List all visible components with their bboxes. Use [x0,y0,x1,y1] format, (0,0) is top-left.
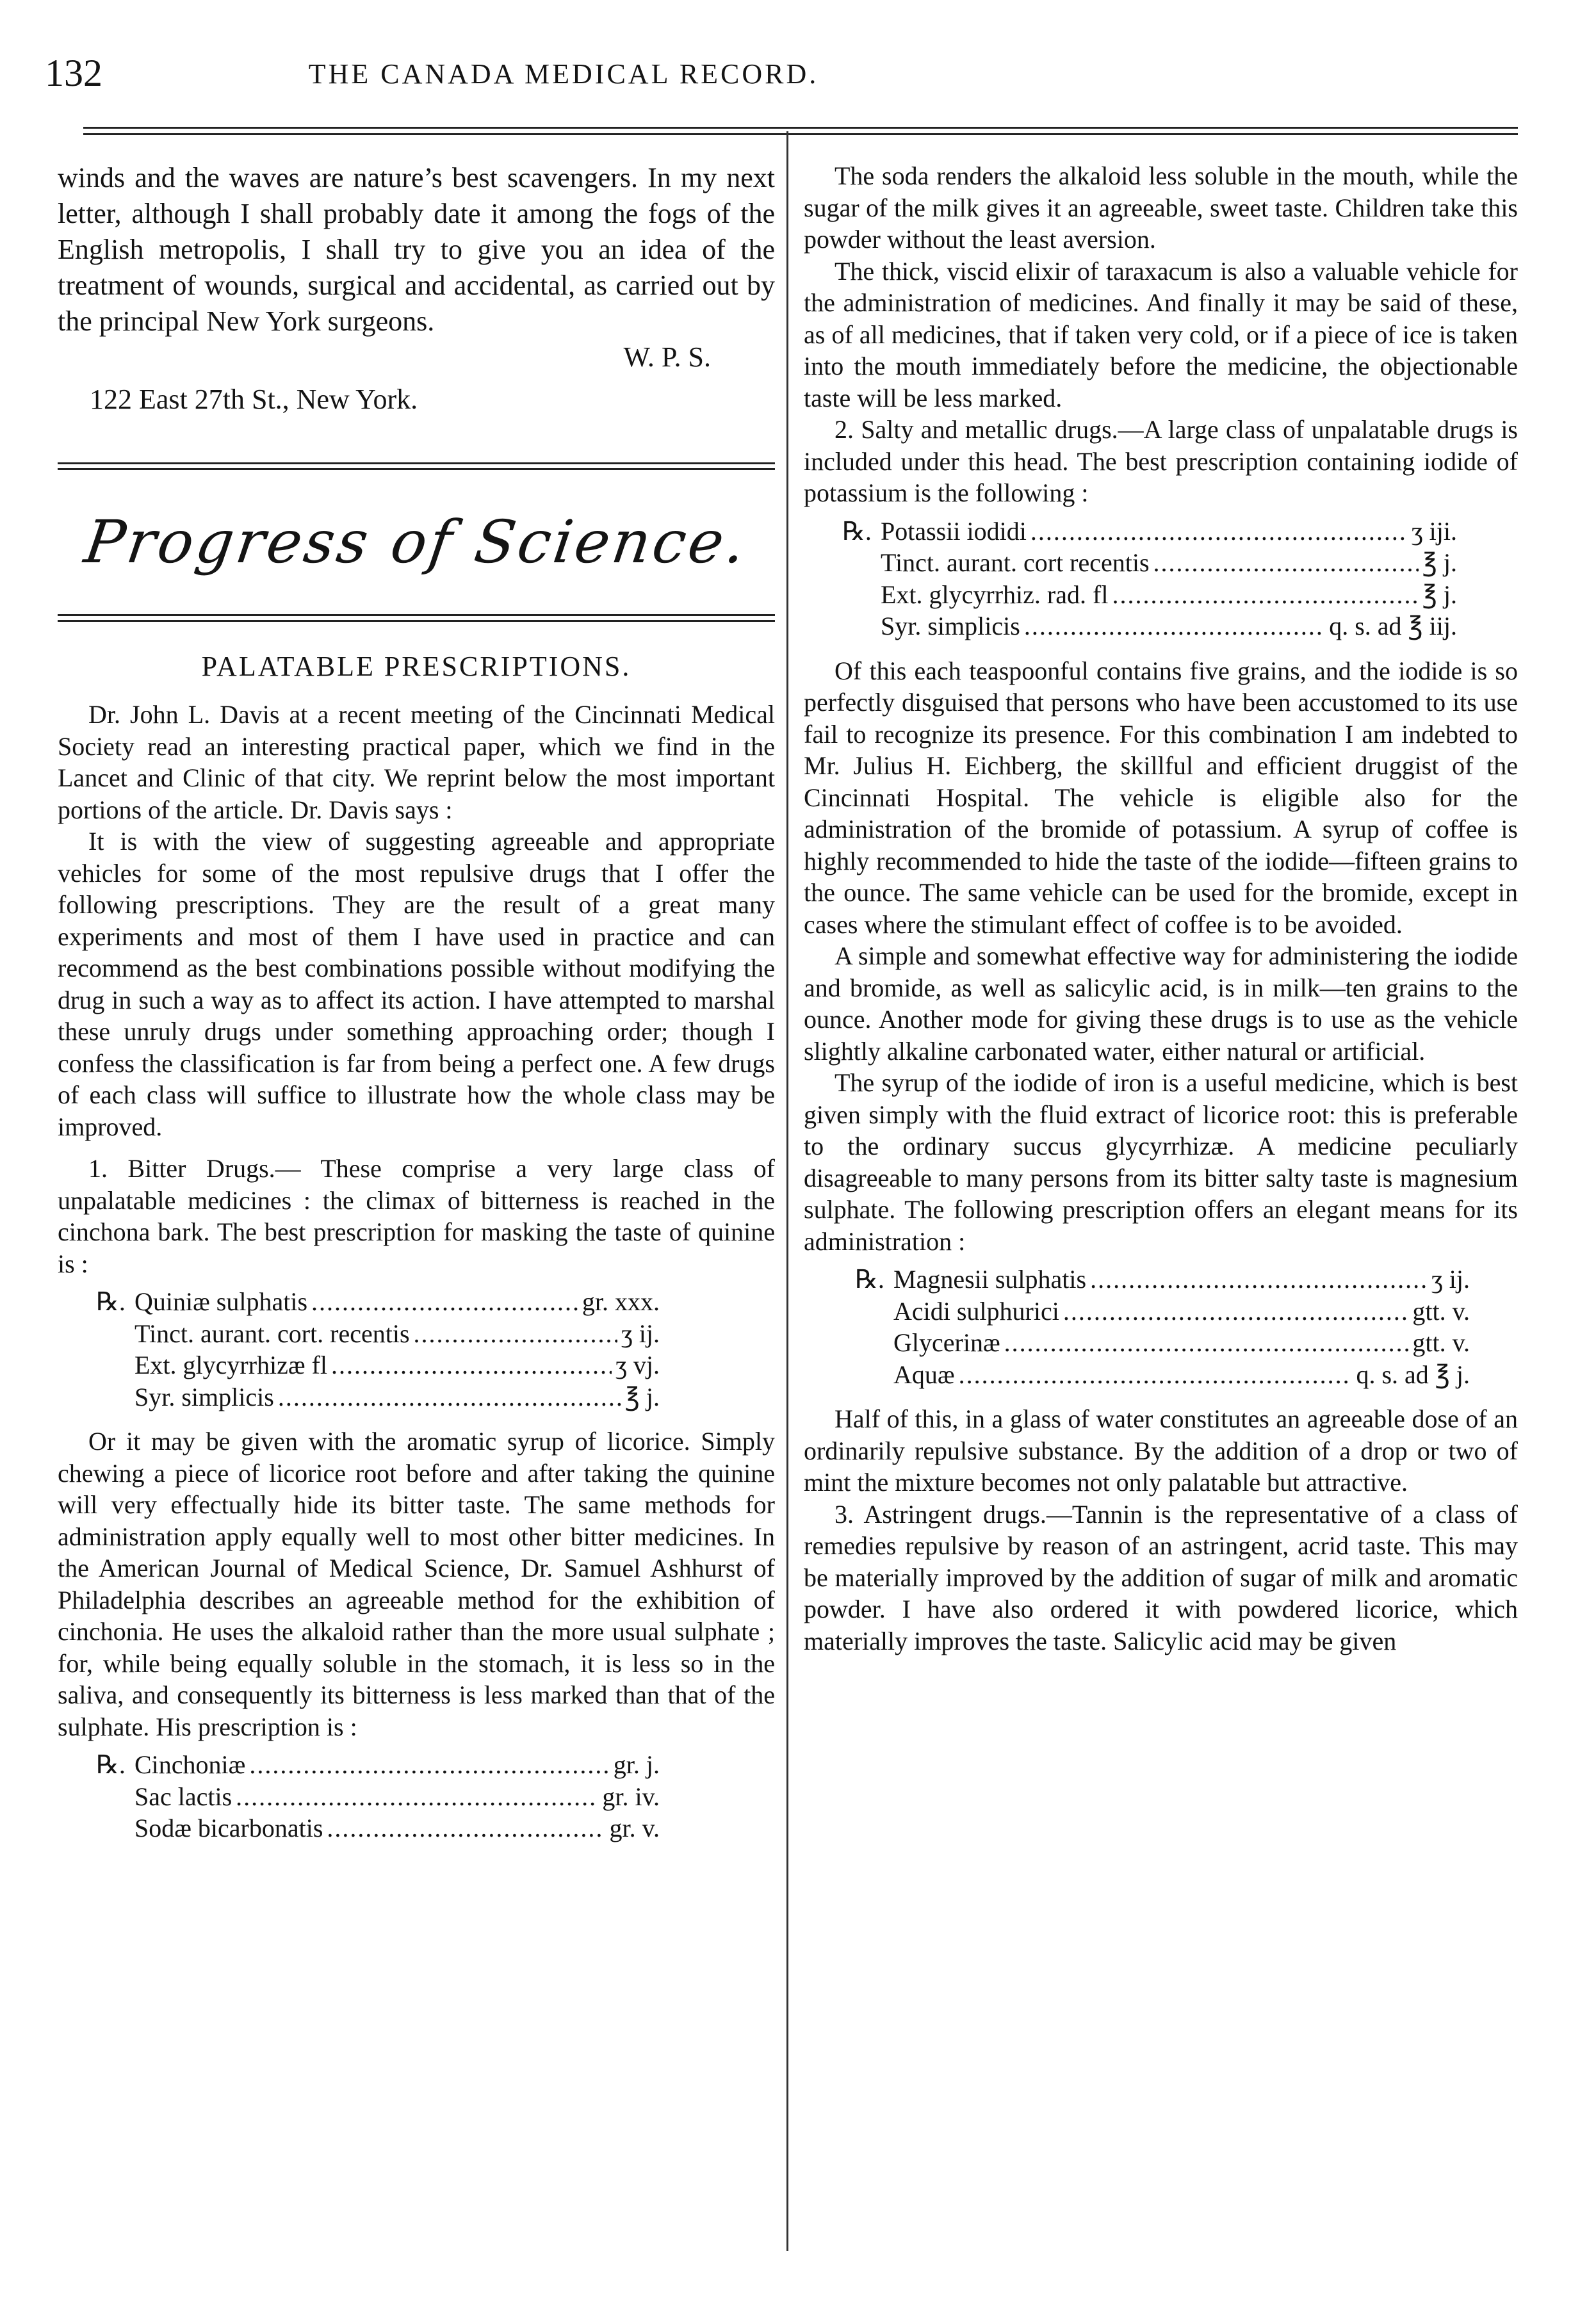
dose: gtt. v. [1412,1296,1470,1326]
recipe-symbol: ℞. [96,1287,126,1316]
address-line: 122 East 27th St., New York. [90,384,418,415]
paragraph: Of this each teaspoonful contains five grains, and the iodide is so perfectly disguised that persons who have been accustomed to its use fail to recognize its presence. For this combination I am indebted to Mr. Julius H. Eichberg, the skillful and efficient druggist of the Cincinnati Hospital. The vehicle is eligible also for the administration of the bromide of potassium. A syrup of coffee is highly recommended to hide the taste of the iodide—fifteen grains to the ounce. The same vehicle can be used for the bromide, except in cases where the stimulant effect of coffee is to be avoided. [804,656,1518,939]
paragraph: 1. Bitter Drugs.— These comprise a very large class of unpalatable medicines : the climax of bitterness is reached in the cinchona bark. The best prescription for masking the taste of quinine is : [58,1154,775,1278]
dose: ℥ j. [624,1382,660,1411]
prescription-line [96,1812,660,1844]
dose: ʒ ij. [621,1319,660,1348]
prescription-line [842,579,1457,611]
prescription-line [855,1327,1470,1359]
ingredient: Acidi sulphurici [893,1296,1059,1326]
prescription-quinine [58,1286,660,1413]
paragraph: 3. Astringent drugs.—Tannin is the representative of a class of remedies repulsive by reason of an astringent, acrid taste. This may be materially improved by the addition of sugar of milk and aromatic powder. I have also ordered it with powdered licorice, which materially improves the taste. Salicylic acid may be given [804,1499,1518,1655]
prescription-line [842,610,1457,642]
ingredient: Tinct. aurant. cort. recentis [134,1319,410,1348]
paragraph: Or it may be given with the aromatic syrup of licorice. Simply chewing a piece of licorice root before and after taking the quinine will very effectually hide its bitter taste. The same methods for administration apply equally well to most other bitter medicines. In the American Journal of Medical Science, Dr. Samuel Ashhurst of Philadelphia describes an agreeable method for the exhibition of cinchonia. He uses the alkaloid rather than the more usual sulphate ; for, while being equally soluble in the stomach, it is less so in the saliva, and consequently its bitterness is less marked than that of the sulphate. His prescription is : [58,1427,775,1741]
paragraph: The syrup of the iodide of iron is a useful medicine, which is best given simply with the fluid extract of licorice root: this is preferable to the ordinary succus glycyrrhizæ. A medicine peculiarly disagreeable to many persons from its bitter salty taste is magnesium sulphate. The following prescription offers an elegant means for its administration : [804,1068,1518,1256]
leader-dots [1090,1264,1428,1296]
prescription-cinchonia [58,1749,660,1844]
ingredient: Sac lactis [134,1782,232,1811]
paragraph: It is with the view of suggesting agreeable and appropriate vehicles for some of the most repulsive drugs that I offer the following prescriptions. They are the result of a great many experiments and most of them I have used in practice and can recommend as the best combinations possible without modifying the drug in such a way as to affect its action. I have attempted to marshal these unruly drugs under something approaching order; though I confess the classification is far from being a perfect one. A few drugs of each class will suffice to illustrate how the whole class may be improved. [58,827,775,1141]
paragraph: The soda renders the alkaloid less soluble in the mouth, while the sugar of the milk gives it an agreeable, sweet taste. Children take this powder without the least aversion. [804,161,1518,254]
leader-dots [311,1286,578,1318]
leader-dots [414,1318,618,1350]
signature: W. P. S. [623,341,711,373]
ingredient: Cinchoniæ [134,1750,246,1779]
dose: ʒ ij. [1431,1265,1470,1294]
paragraph: A simple and somewhat effective way for administering the iodide and bromide, as well as salicylic acid, is in milk—ten grains to the ounce. Another mode for giving these drugs is to use as the vehicle slightly alkaline carbonated water, either natural or artificial. [804,941,1518,1066]
section-heading: Progress of Science. [80,508,753,576]
ingredient: Ext. glycyrrhiz. rad. fl [881,580,1109,609]
recipe-symbol: ℞. [96,1750,126,1779]
leader-dots [236,1781,598,1813]
section-heading-box [58,470,775,614]
leader-dots [1153,547,1419,579]
ingredient: Tinct. aurant. cort recentis [881,548,1150,577]
recipe-symbol: ℞. [842,516,872,546]
ingredient: Magnesii sulphatis [893,1265,1087,1294]
leader-dots [278,1381,621,1413]
ingredient: Ext. glycyrrhizæ fl [134,1351,328,1379]
leader-dots [1030,516,1408,548]
prescription-line [96,1749,660,1781]
ingredient: Aquæ [893,1360,955,1389]
prescription-line [842,547,1457,579]
page-number: 132 [45,52,102,94]
section-rule-top [58,462,775,470]
prescription-line [855,1296,1470,1328]
dose: ʒ vj. [615,1351,660,1379]
prescription-magnesium [804,1264,1470,1390]
right-column [804,160,1518,1657]
column-divider [786,131,788,2251]
leader-dots [327,1812,605,1844]
dose: gr. j. [613,1750,660,1779]
carryover-paragraph: winds and the waves are nature’s best scavengers. In my next letter, although I shall probably date it among the fogs of the English metropolis, I shall try to give you an idea of the treatment of wounds, surgical and accidental, as carried out by the principal New York surgeons. [58,162,775,337]
leader-dots [249,1749,609,1781]
ingredient: Potassii iodidi [881,516,1027,546]
leader-dots [1112,579,1418,611]
dose: q. s. ad ℥ iij. [1329,612,1457,640]
leader-dots [959,1359,1353,1391]
ingredient: Syr. simplicis [881,612,1020,640]
dose: gtt. v. [1412,1328,1470,1357]
paragraph: 2. Salty and metallic drugs.—A large class of unpalatable drugs is included under this head. The best prescription containing iodide of potassium is the following : [804,415,1518,507]
section-rule-bottom [58,614,775,622]
dose: q. s. ad ℥ j. [1356,1360,1470,1389]
prescription-line [855,1264,1470,1296]
prescription-line [96,1318,660,1350]
dose: gr. xxx. [582,1287,660,1316]
dose: gr. iv. [602,1782,660,1811]
paragraph: The thick, viscid elixir of taraxacum is also a valuable vehicle for the administration of medicines. And finally it may be said of these, as of all medicines, that if taken very cold, or if a piece of ice is taken into the mouth immediately before the medicine, the objectionable taste will be less marked. [804,256,1518,412]
ingredient: Glycerinæ [893,1328,1000,1357]
page-header [45,51,1518,109]
header-rule-bottom [83,133,1518,135]
intro-paragraph: Dr. John L. Davis at a recent meeting of the Cincinnati Medical Society read an interesting practical paper, which we find in the Lancet and Clinic of that city. We reprint below the most important portions of the article. Dr. Davis says : [58,700,775,824]
prescription-iodide [804,516,1457,642]
prescription-line [855,1359,1470,1391]
leader-dots [1063,1296,1409,1328]
dose: ℥ j. [1422,580,1457,609]
ingredient: Quiniæ sulphatis [134,1287,308,1316]
recipe-symbol: ℞. [855,1265,884,1294]
article-title: PALATABLE PRESCRIPTIONS. [201,651,631,682]
prescription-line [96,1349,660,1381]
dose: gr. v. [609,1814,660,1842]
prescription-line [96,1781,660,1813]
paragraph: Half of this, in a glass of water constitutes an agreeable dose of an ordinarily repulsive substance. By the addition of a drop or two of mint the mixture becomes not only palatable but attractive. [804,1404,1518,1497]
ingredient: Sodæ bicarbonatis [134,1814,323,1842]
prescription-line [842,516,1457,548]
leader-dots [1024,610,1325,642]
leader-dots [331,1349,612,1381]
dose: ℥ j. [1422,548,1457,577]
prescription-line [96,1381,660,1413]
ingredient: Syr. simplicis [134,1382,274,1411]
running-head: THE CANADA MEDICAL RECORD. [308,58,819,90]
prescription-line [96,1286,660,1318]
leader-dots [1004,1327,1409,1359]
header-rule-top [83,127,1518,129]
dose: ʒ iji. [1411,516,1457,546]
left-column [58,160,775,1857]
